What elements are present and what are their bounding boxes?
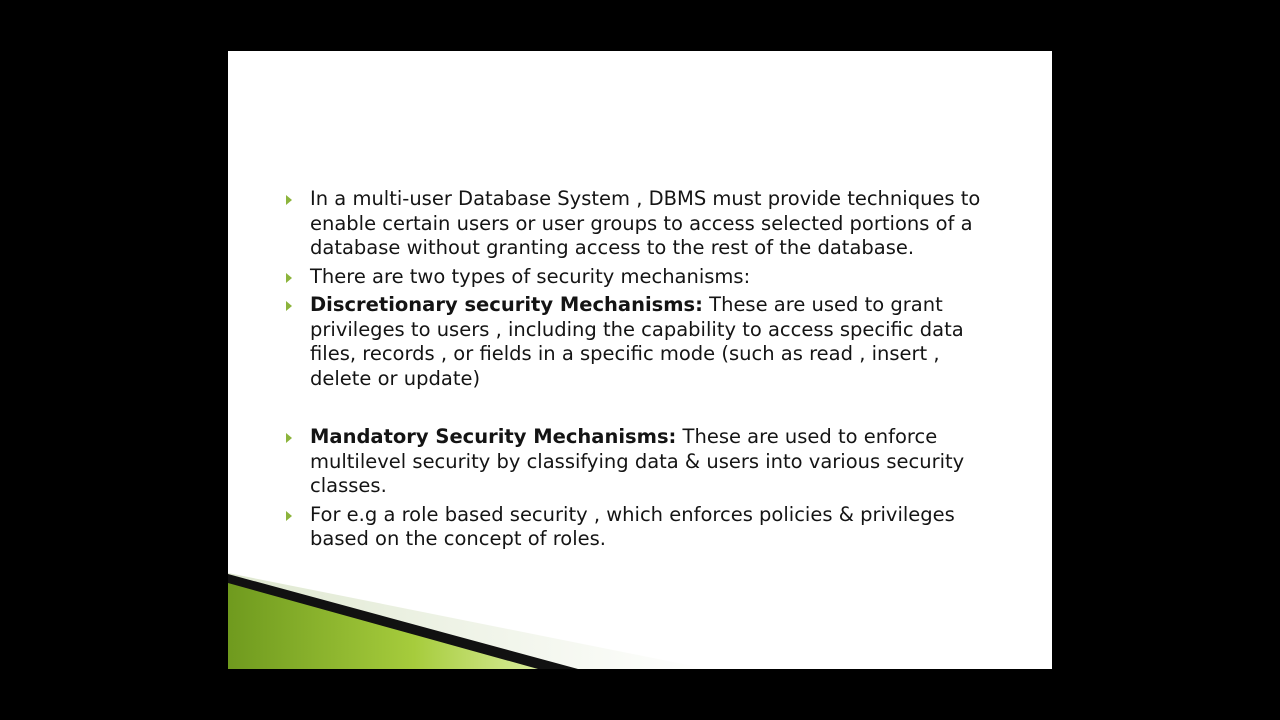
bullet-item: [284, 425, 1004, 499]
bullet-text: There are two types of security mechanisms:: [310, 264, 751, 288]
bullet-item: [284, 265, 1004, 290]
triangle-bullet-icon: [286, 195, 292, 205]
triangle-bullet-icon: [286, 511, 292, 521]
bullet-list: [284, 187, 1004, 556]
triangle-bullet-icon: [286, 301, 292, 311]
bullet-item: [284, 293, 1004, 391]
triangle-bullet-icon: [286, 433, 292, 443]
bullet-item: [284, 187, 1004, 261]
slide: [228, 51, 1052, 669]
bullet-text: For e.g a role based security , which enforces policies & privileges based on the concept of roles.: [310, 502, 955, 550]
bullet-item: [284, 503, 1004, 552]
bullet-bold-text: Mandatory Security Mechanisms:: [310, 425, 677, 448]
bullet-text: These are used to enforce multilevel security by classifying data & users into various security classes.: [310, 425, 965, 497]
bullet-bold-text: Discretionary security Mechanisms:: [310, 293, 703, 316]
triangle-bullet-icon: [286, 273, 292, 283]
bullet-text: These are used to grant privileges to users , including the capability to access specific data files, records , or fields in a specific mode (such as read , insert , delete or update): [310, 293, 964, 390]
bullet-text: In a multi-user Database System , DBMS must provide techniques to enable certain users or user groups to access selected portions of a database without granting access to the rest of the database.: [310, 187, 981, 259]
